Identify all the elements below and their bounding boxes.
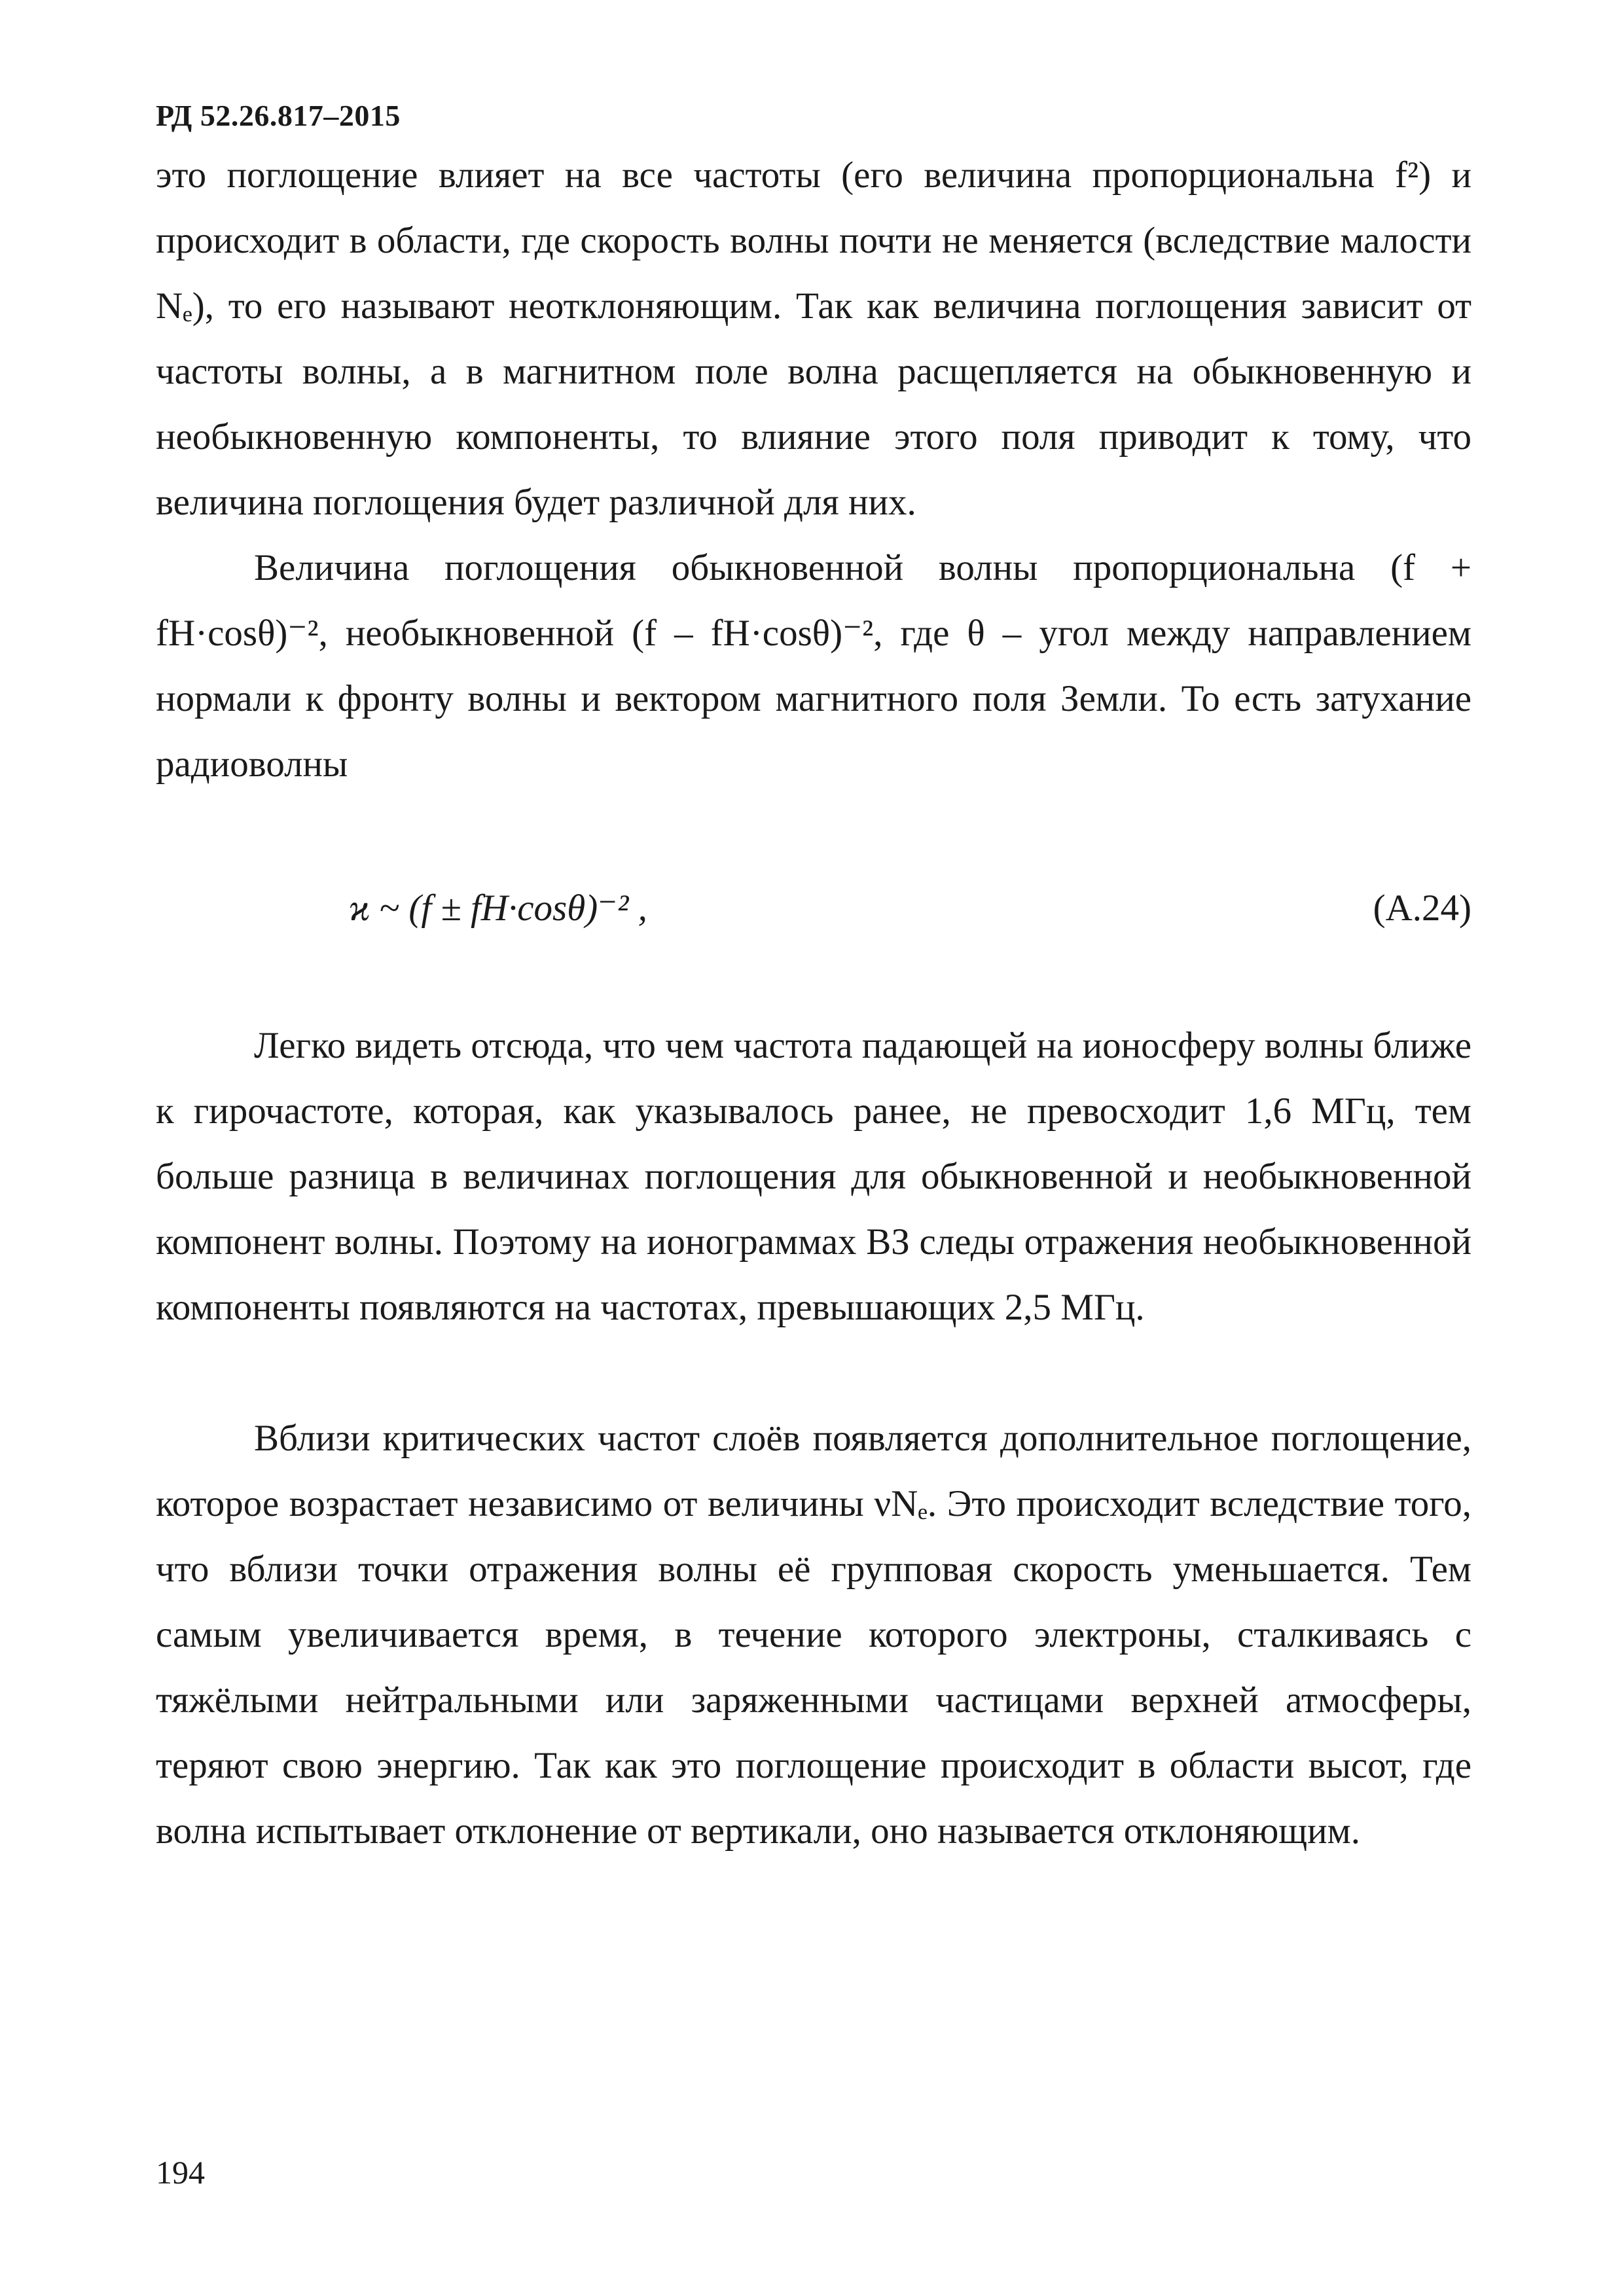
paragraph-3-text: Легко видеть отсюда, что чем частота падающей на ионосферу волны ближе к гирочастоте, которая, как указывалось ранее, не превосходит 1,6 МГц, тем больше разница в величинах поглощения для обыкновенной и необыкновенной компонент волны. Поэтому на ионограммах ВЗ следы отражения необыкновенной компоненты появляются на частотах, превышающих 2,5 МГц.: [156, 1025, 1471, 1328]
formula-number: (А.24): [1373, 888, 1471, 929]
page-number: 194: [156, 2154, 205, 2191]
formula-a24: [156, 876, 1471, 941]
document-header: РД 52.26.817–2015: [156, 99, 401, 132]
paragraph-1: [156, 143, 1471, 535]
paragraph-4: [156, 1406, 1471, 1864]
paragraph-2-text: Величина поглощения обыкновенной волны пропорциональна (f + fН·cosθ)⁻², необыкновенной (f – fН·cosθ)⁻², где θ – угол между направлением нормали к фронту волны и вектором магнитного поля Земли. То есть затухание радиоволны: [156, 547, 1471, 785]
paragraph-3: [156, 1013, 1471, 1340]
paragraph-4-text: Вблизи критических частот слоёв появляется дополнительное поглощение, которое возрастает независимо от величины νNₑ. Это происходит вследствие того, что вблизи точки отражения волны её групповая скорость уменьшается. Тем самым увеличивается время, в течение которого электроны, сталкиваясь с тяжёлыми нейтральными или заряженными частицами верхней атмосферы, теряют свою энергию. Так как это поглощение происходит в области высот, где волна испытывает отклонение от вертикали, оно называется отклоняющим.: [156, 1418, 1471, 1852]
paragraph-2: [156, 535, 1471, 797]
formula-expression: ϰ ~ (f ± fН·cosθ)⁻² ,: [349, 888, 647, 929]
paragraph-1-text: это поглощение влияет на все частоты (его величина пропорциональна f²) и происходит в области, где скорость волны почти не меняется (вследствие малости Nₑ), то его называют неотклоняющим. Так как величина поглощения зависит от частоты волны, а в магнитном поле волна расщепляется на обыкновенную и необыкновенную компоненты, то влияние этого поля приводит к тому, что величина поглощения будет различной для них.: [156, 154, 1471, 523]
